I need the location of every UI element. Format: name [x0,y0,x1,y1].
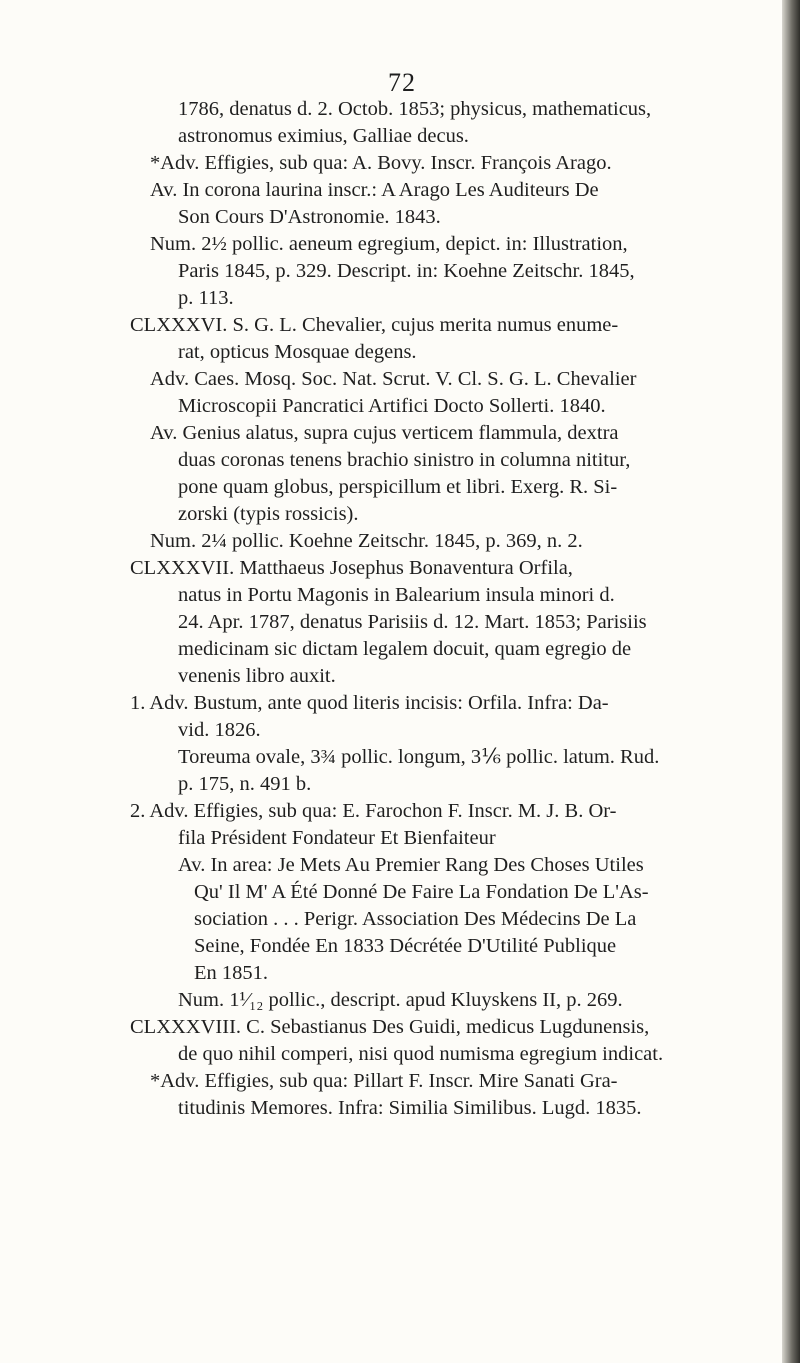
text-line: Av. In area: Je Mets Au Premier Rang Des Choses Utiles [178,854,644,876]
text-line: Av. Genius alatus, supra cujus verticem flammula, dextra [150,422,619,444]
text-line: vid. 1826. [178,719,261,741]
page-number: 72 [388,68,416,97]
text-line: zorski (typis rossicis). [178,503,359,525]
text-line: 1. Adv. Bustum, ante quod literis incisis: Orfila. Infra: Da- [130,692,609,714]
text-line: Num. 2¼ pollic. Koehne Zeitschr. 1845, p. 369, n. 2. [150,530,583,552]
text-line: 1786, denatus d. 2. Octob. 1853; physicus, mathematicus, [178,98,652,120]
page-edge-shadow [782,0,800,1363]
text-line: CLXXXVII. Matthaeus Josephus Bonaventura Orfila, [130,557,573,579]
text-line: *Adv. Effigies, sub qua: A. Bovy. Inscr. François Arago. [150,152,612,174]
text-line: Num. 1¹⁄₁₂ pollic., descript. apud Kluyskens II, p. 269. [178,989,623,1011]
text-line: Son Cours D'Astronomie. 1843. [178,206,441,228]
text-line: Toreuma ovale, 3¾ pollic. longum, 3⅙ pollic. latum. Rud. [178,746,660,768]
text-line: *Adv. Effigies, sub qua: Pillart F. Inscr. Mire Sanati Gra- [150,1070,618,1092]
text-line: Paris 1845, p. 329. Descript. in: Koehne Zeitschr. 1845, [178,260,635,282]
text-line: astronomus eximius, Galliae decus. [178,125,469,147]
text-line: p. 175, n. 491 b. [178,773,312,795]
text-line: 24. Apr. 1787, denatus Parisiis d. 12. Mart. 1853; Parisiis [178,611,647,633]
text-line: CLXXXVI. S. G. L. Chevalier, cujus merita numus enume- [130,314,619,336]
text-line: 2. Adv. Effigies, sub qua: E. Farochon F. Inscr. M. J. B. Or- [130,800,617,822]
text-line: Seine, Fondée En 1833 Décrétée D'Utilité Publique [194,935,617,957]
text-line: pone quam globus, perspicillum et libri. Exerg. R. Si- [178,476,618,498]
text-line: titudinis Memores. Infra: Similia Similibus. Lugd. 1835. [178,1097,642,1119]
text-line: Microscopii Pancratici Artifici Docto Sollerti. 1840. [178,395,606,417]
text-line: natus in Portu Magonis in Balearium insula minori d. [178,584,615,606]
text-line: fila Président Fondateur Et Bienfaiteur [178,827,496,849]
text-line: Av. In corona laurina inscr.: A Arago Les Auditeurs De [150,179,599,201]
text-line: de quo nihil comperi, nisi quod numisma egregium indicat. [178,1043,664,1065]
text-line: venenis libro auxit. [178,665,336,687]
text-line: sociation . . . Perigr. Association Des Médecins De La [194,908,637,930]
text-line: CLXXXVIII. C. Sebastianus Des Guidi, medicus Lugdunensis, [130,1016,650,1038]
text-line: Qu' Il M' A Été Donné De Faire La Fondation De L'As- [194,881,649,903]
text-line: Num. 2½ pollic. aeneum egregium, depict. in: Illustration, [150,233,628,255]
text-line: duas coronas tenens brachio sinistro in columna nititur, [178,449,631,471]
text-line: medicinam sic dictam legalem docuit, quam egregio de [178,638,632,660]
text-line: p. 113. [178,287,234,309]
body-text [130,96,780,1122]
text-line: En 1851. [194,962,269,984]
text-line: Adv. Caes. Mosq. Soc. Nat. Scrut. V. Cl. S. G. L. Chevalier [150,368,637,390]
text-line: rat, opticus Mosquae degens. [178,341,417,363]
